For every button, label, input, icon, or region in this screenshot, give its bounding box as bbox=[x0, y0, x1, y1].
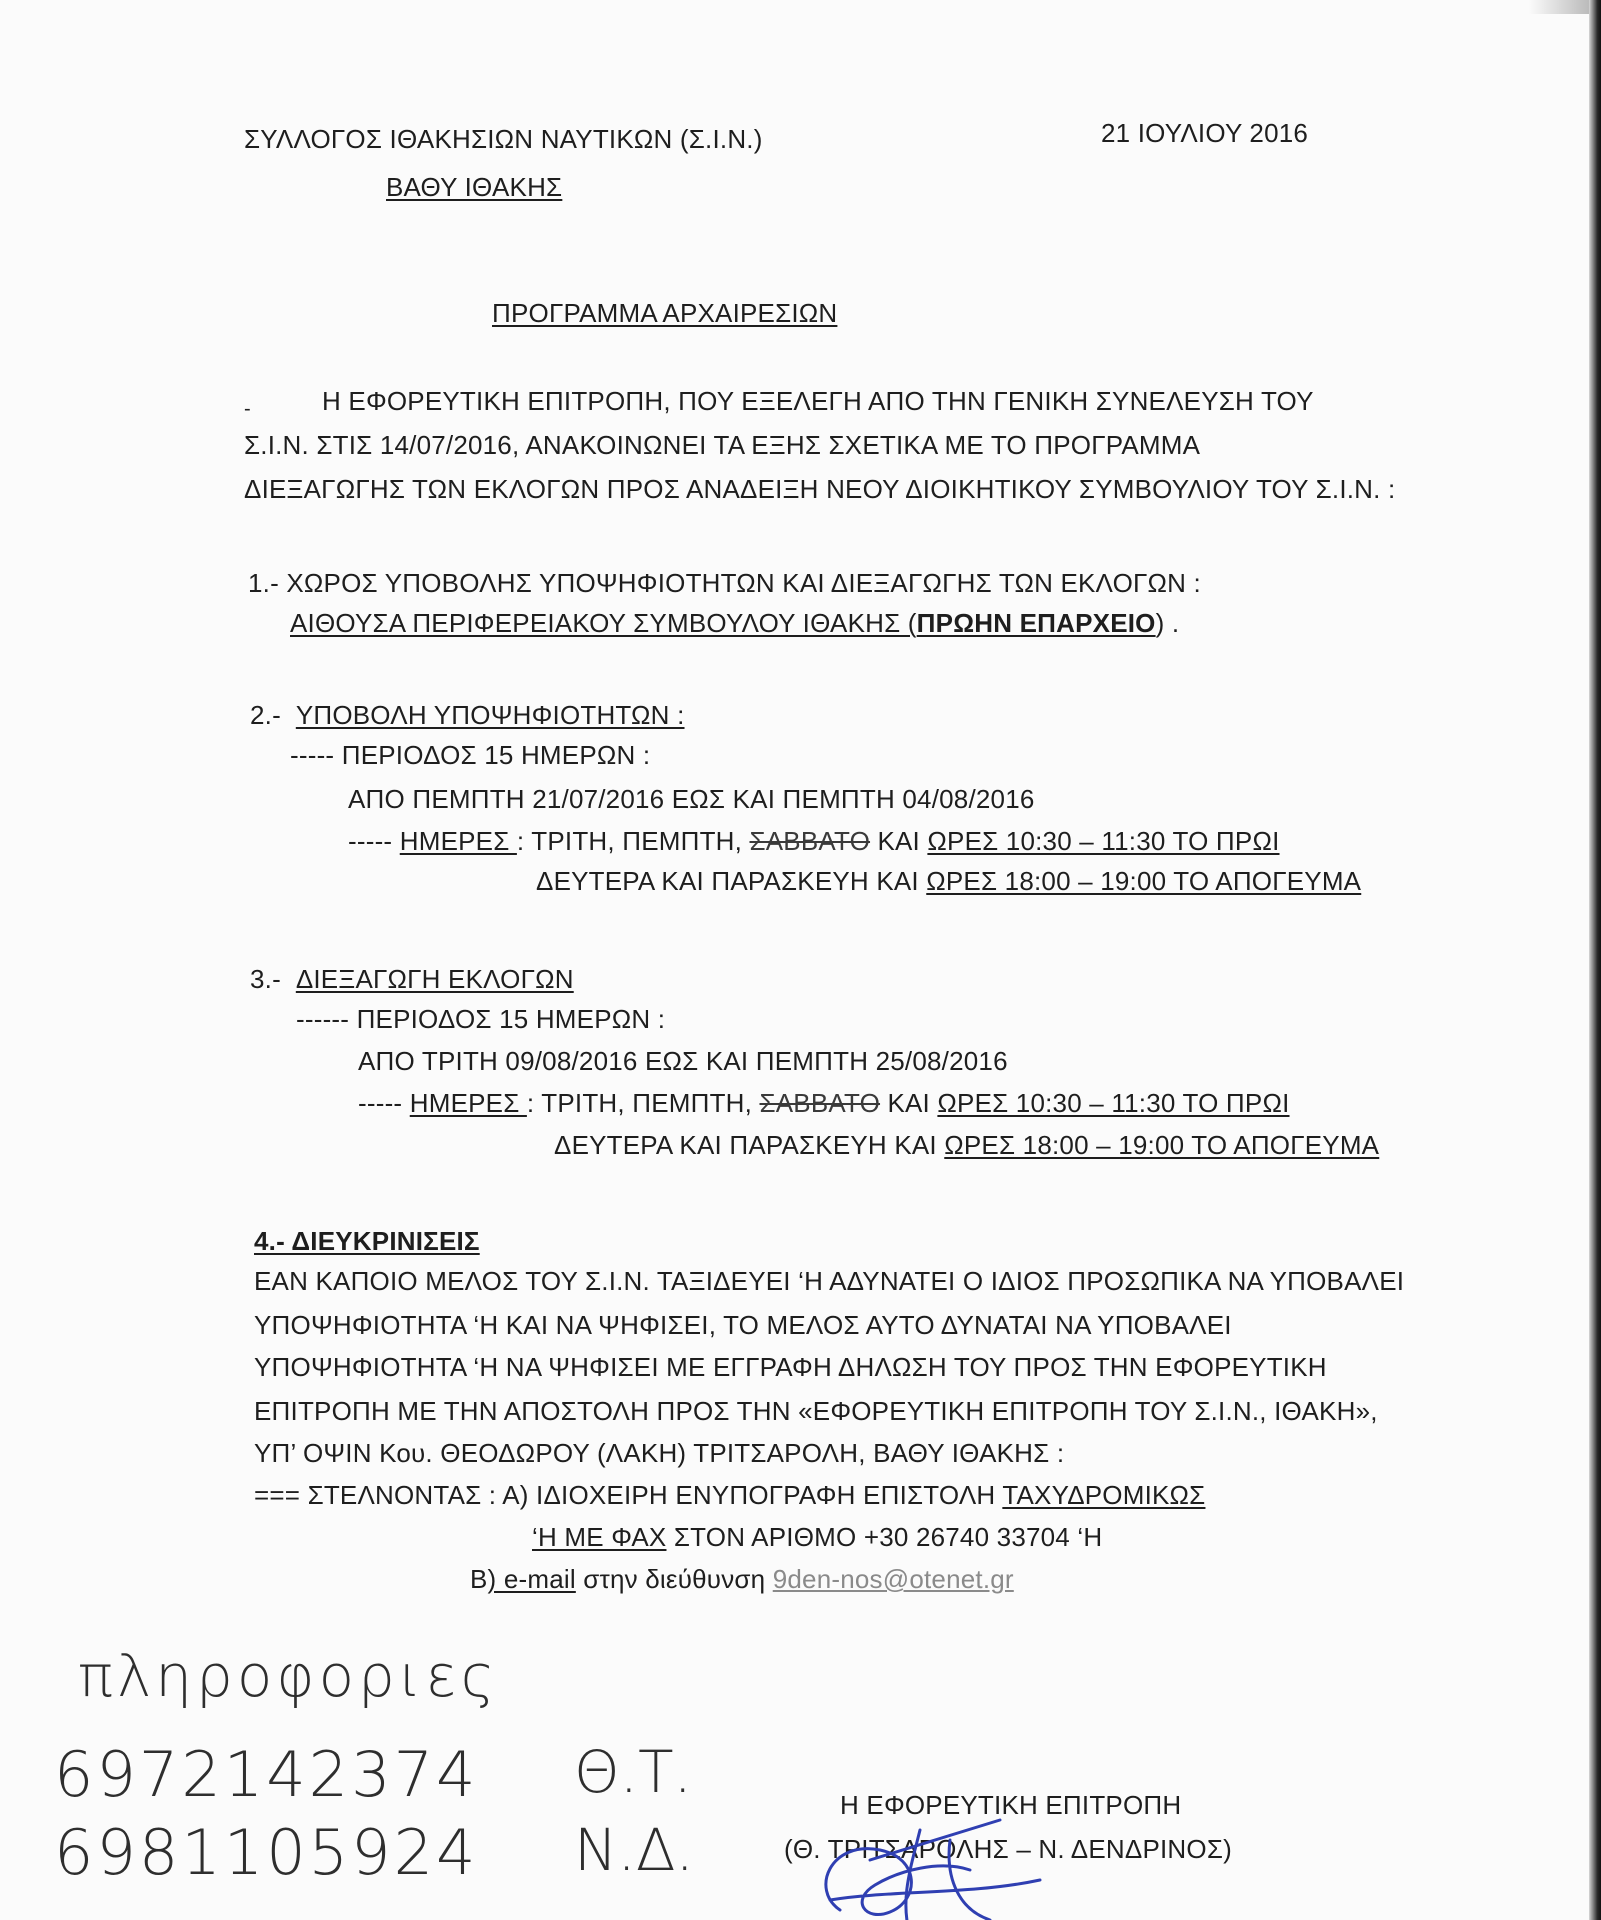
handwritten-initials-1: Θ.Τ. bbox=[574, 1738, 692, 1806]
intro-dash: - bbox=[244, 398, 251, 420]
section-4-fax-number: ΣΤΟΝ ΑΡΙΘΜΟ +30 26740 33704 ‘Η bbox=[666, 1522, 1103, 1552]
section-2-range: ΑΠΟ ΠΕΜΠΤΗ 21/07/2016 ΕΩΣ ΚΑΙ ΠΕΜΠΤΗ 04/08/2016 bbox=[348, 784, 1035, 814]
section-2-days-label: ΗΜΕΡΕΣ bbox=[399, 826, 517, 856]
section-2-period: ----- ΠΕΡΙΟΔΟΣ 15 ΗΜΕΡΩΝ : bbox=[290, 740, 651, 770]
section-2-days-2-list: ΔΕΥΤΕΡΑ ΚΑΙ ΠΑΡΑΣΚΕΥΗ ΚΑΙ bbox=[536, 866, 927, 896]
handwritten-phone-2: 6981105924 bbox=[54, 1816, 479, 1889]
section-3-days-2 bbox=[554, 1130, 1379, 1161]
section-2-days bbox=[348, 826, 1280, 857]
section-4-email-line bbox=[470, 1564, 1014, 1595]
section-3-period: ------ ΠΕΡΙΟΔΟΣ 15 ΗΜΕΡΩΝ : bbox=[296, 1004, 666, 1034]
section-2-struck-day: ΣΑΒΒΑΤΟ bbox=[749, 826, 871, 856]
section-1-place-end: ) . bbox=[1155, 608, 1180, 638]
org-name: ΣΥΛΛΟΓΟΣ ΙΘΑΚΗΣΙΩΝ ΝΑΥΤΙΚΩΝ (Σ.Ι.Ν.) bbox=[244, 124, 763, 154]
section-3-hours-am: ΩΡΕΣ 10:30 – 11:30 ΤΟ ΠΡΩΙ bbox=[937, 1088, 1290, 1118]
section-2-days-list: : ΤΡΙΤΗ, ΠΕΜΠΤΗ, bbox=[516, 826, 750, 856]
section-4-email-label: ) e-mail bbox=[487, 1564, 576, 1594]
section-3-hours-pm: ΩΡΕΣ 18:00 – 19:00 ΤΟ ΑΠΟΓΕΥΜΑ bbox=[944, 1130, 1380, 1160]
section-4-fax-label: ‘Η ΜΕ ΦΑΧ bbox=[532, 1522, 667, 1552]
section-2-hours-pm: ΩΡΕΣ 18:00 – 19:00 ΤΟ ΑΠΟΓΕΥΜΑ bbox=[926, 866, 1362, 896]
section-1-place-text: ΑΙΘΟΥΣΑ ΠΕΡΙΦΕΡΕΙΑΚΟΥ ΣΥΜΒΟΥΛΟΥ ΙΘΑΚΗΣ ( bbox=[290, 608, 917, 638]
signature-committee: Η ΕΦΟΡΕΥΤΙΚΗ ΕΠΙΤΡΟΠΗ bbox=[840, 1790, 1182, 1820]
document-date: 21 ΙΟΥΛΙΟΥ 2016 bbox=[1101, 118, 1309, 148]
section-3-days bbox=[358, 1088, 1290, 1119]
scan-edge bbox=[1589, 0, 1601, 1920]
section-4-line-2: ΥΠΟΨΗΦΙΟΤΗΤΑ ‘Η ΚΑΙ ΝΑ ΨΗΦΙΣΕΙ, ΤΟ ΜΕΛΟΣ ΑΥΤΟ ΔΥΝΑΤΑΙ ΝΑ ΥΠΟΒΑΛΕΙ bbox=[254, 1310, 1232, 1340]
section-4-send-text: === ΣΤΕΛΝΟΝΤΑΣ : Α) ΙΔΙΟΧΕΙΡΗ ΕΝΥΠΟΓΡΑΦΗ ΕΠΙΣΤΟΛΗ bbox=[254, 1480, 1003, 1510]
section-4-line-1: ΕΑΝ ΚΑΠΟΙΟ ΜΕΛΟΣ ΤΟΥ Σ.Ι.Ν. ΤΑΞΙΔΕΥΕΙ ‘Η ΑΔΥΝΑΤΕΙ Ο ΙΔΙΟΣ ΠΡΟΣΩΠΙΚΑ ΝΑ ΥΠΟΒΑΛΕΙ bbox=[254, 1266, 1405, 1296]
section-4-heading: 4.- ΔΙΕΥΚΡΙΝΙΣΕΙΣ bbox=[254, 1226, 480, 1256]
section-4-email-letter: Β bbox=[470, 1564, 488, 1594]
intro-line-1: Η ΕΦΟΡΕΥΤΙΚΗ ΕΠΙΤΡΟΠΗ, ΠΟΥ ΕΞΕΛΕΓΗ ΑΠΟ ΤΗΝ ΓΕΝΙΚΗ ΣΥΝΕΛΕΥΣΗ ΤΟΥ bbox=[322, 386, 1314, 416]
section-4-line-4: ΕΠΙΤΡΟΠΗ ΜΕ ΤΗΝ ΑΠΟΣΤΟΛΗ ΠΡΟΣ ΤΗΝ «ΕΦΟΡΕΥΤΙΚΗ ΕΠΙΤΡΟΠΗ ΤΟΥ Σ.Ι.Ν., ΙΘΑΚΗ», bbox=[254, 1396, 1378, 1426]
section-3-dash: ----- bbox=[358, 1088, 403, 1118]
email-address-link[interactable]: 9den-nos@otenet.gr bbox=[772, 1564, 1014, 1594]
handwritten-phone-1: 6972142374 bbox=[54, 1738, 479, 1811]
section-1-heading: 1.- ΧΩΡΟΣ ΥΠΟΒΟΛΗΣ ΥΠΟΨΗΦΙΟΤΗΤΩΝ ΚΑΙ ΔΙΕΞΑΓΩΓΗΣ ΤΩΝ ΕΚΛΟΓΩΝ : bbox=[248, 568, 1201, 598]
handwritten-info-title: πληροφοριες bbox=[78, 1642, 499, 1710]
section-1-former-name: ΠΡΩΗΝ ΕΠΑΡΧΕΙΟ bbox=[916, 608, 1156, 638]
section-3-heading bbox=[250, 964, 574, 995]
section-3-struck-day: ΣΑΒΒΑΤΟ bbox=[759, 1088, 881, 1118]
signature-names: (Θ. ΤΡΙΤΣΑΡΟΛΗΣ – Ν. ΔΕΝΔΡΙΝΟΣ) bbox=[784, 1834, 1232, 1864]
handwritten-initials-2: Ν.Δ. bbox=[574, 1816, 694, 1884]
scan-edge-shadow bbox=[1529, 0, 1589, 14]
section-4-email-text: στην διεύθυνση bbox=[575, 1564, 773, 1594]
org-place: ΒΑΘΥ ΙΘΑΚΗΣ bbox=[386, 172, 563, 202]
section-4-line-3: ΥΠΟΨΗΦΙΟΤΗΤΑ ‘Η ΝΑ ΨΗΦΙΣΕΙ ΜΕ ΕΓΓΡΑΦΗ ΔΗΛΩΣΗ ΤΟΥ ΠΡΟΣ ΤΗΝ ΕΦΟΡΕΥΤΙΚΗ bbox=[254, 1352, 1327, 1382]
section-3-title: ΔΙΕΞΑΓΩΓΗ ΕΚΛΟΓΩΝ bbox=[295, 964, 574, 994]
section-2-hours-am: ΩΡΕΣ 10:30 – 11:30 ΤΟ ΠΡΩΙ bbox=[927, 826, 1280, 856]
section-2-heading bbox=[250, 700, 685, 731]
section-2-and: ΚΑΙ bbox=[870, 826, 928, 856]
intro-line-3: ΔΙΕΞΑΓΩΓΗΣ ΤΩΝ ΕΚΛΟΓΩΝ ΠΡΟΣ ΑΝΑΔΕΙΞΗ ΝΕΟΥ ΔΙΟΙΚΗΤΙΚΟΥ ΣΥΜΒΟΥΛΙΟΥ ΤΟΥ Σ.Ι.Ν. : bbox=[244, 474, 1396, 504]
intro-line-2: Σ.Ι.Ν. ΣΤΙΣ 14/07/2016, ΑΝΑΚΟΙΝΩΝΕΙ ΤΑ ΕΞΗΣ ΣΧΕΤΙΚΑ ΜΕ ΤΟ ΠΡΟΓΡΑΜΜΑ bbox=[244, 430, 1201, 460]
section-4-send-line bbox=[254, 1480, 1205, 1511]
section-2-dash: ----- bbox=[348, 826, 393, 856]
section-4-by-post: ΤΑΧΥΔΡΟΜΙΚΩΣ bbox=[1002, 1480, 1206, 1510]
section-3-and: ΚΑΙ bbox=[880, 1088, 938, 1118]
section-1-place bbox=[290, 608, 1179, 639]
section-4-line-5: ΥΠ’ ΟΨΙΝ Κου. ΘΕΟΔΩΡΟΥ (ΛΑΚΗ) ΤΡΙΤΣΑΡΟΛΗ, ΒΑΘΥ ΙΘΑΚΗΣ : bbox=[254, 1438, 1065, 1468]
section-3-days-list: : ΤΡΙΤΗ, ΠΕΜΠΤΗ, bbox=[526, 1088, 760, 1118]
section-3-range: ΑΠΟ ΤΡΙΤΗ 09/08/2016 ΕΩΣ ΚΑΙ ΠΕΜΠΤΗ 25/08/2016 bbox=[358, 1046, 1008, 1076]
section-2-title: ΥΠΟΒΟΛΗ ΥΠΟΨΗΦΙΟΤΗΤΩΝ : bbox=[295, 700, 685, 730]
signature-scribble bbox=[770, 1800, 1070, 1920]
section-3-days-label: ΗΜΕΡΕΣ bbox=[409, 1088, 527, 1118]
section-3-days-2-list: ΔΕΥΤΕΡΑ ΚΑΙ ΠΑΡΑΣΚΕΥΗ ΚΑΙ bbox=[554, 1130, 945, 1160]
section-2-days-2 bbox=[536, 866, 1361, 897]
section-3-number: 3.- bbox=[250, 964, 281, 994]
document-title: ΠΡΟΓΡΑΜΜΑ ΑΡΧΑΙΡΕΣΙΩΝ bbox=[492, 298, 838, 328]
section-2-number: 2.- bbox=[250, 700, 281, 730]
section-4-fax-line bbox=[532, 1522, 1102, 1553]
